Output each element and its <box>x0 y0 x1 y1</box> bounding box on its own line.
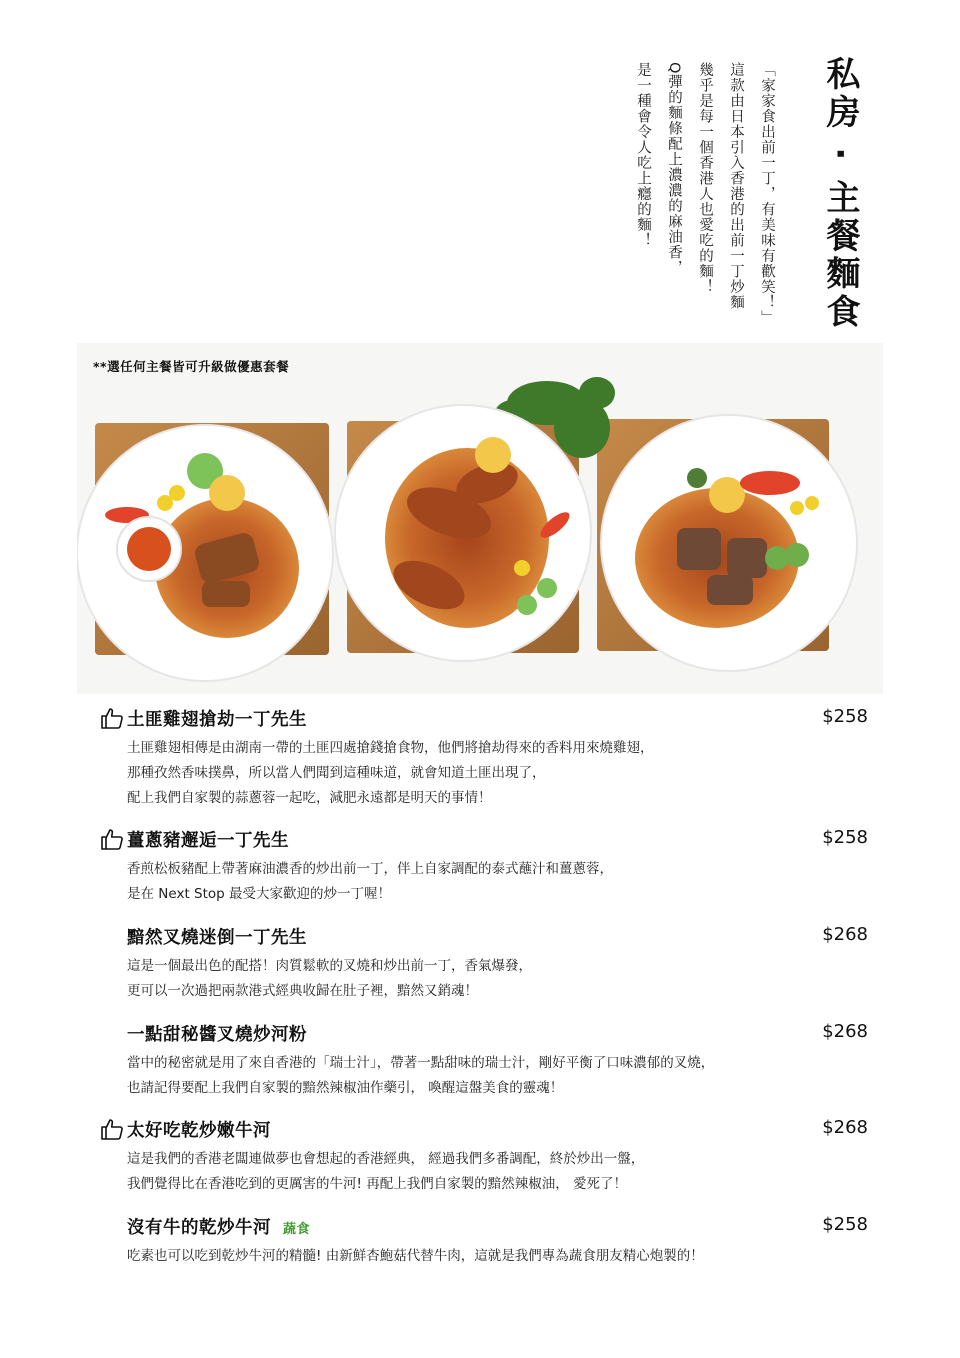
dish-description <box>127 857 870 907</box>
vegetarian-badge: 蔬食 <box>283 1222 311 1237</box>
noodle-dishes-photo <box>77 343 883 694</box>
description-line: 當中的秘密就是用了來自香港的「瑞士汁」，帶著一點甜味的瑞士汁，剛好平衡了口味濃郁的叉燒， <box>127 1055 715 1071</box>
dish-price: $258 <box>822 706 868 727</box>
description-line: 吃素也可以吃到乾炒牛河的精髓! 由新鮮杏鮑菇代替牛肉，這就是我們專為蔬食朋友精心炮製的！ <box>127 1248 704 1264</box>
dish-description <box>127 1244 870 1269</box>
dish-description <box>127 1147 870 1197</box>
description-line: 我們覺得比在香港吃到的更厲害的牛河! 再配上我們自家製的黯然辣椒油， 愛死了！ <box>127 1176 627 1192</box>
menu-item <box>100 922 870 1004</box>
dish-name: 土匪雞翅搶劫一丁先生 <box>127 710 307 730</box>
intro-line: 「家家食出前一丁，有美味有歡笑！」 <box>759 62 775 326</box>
description-line: 土匪雞翅相傳是由湖南一帶的土匪四處搶錢搶食物，他們將搶劫得來的香料用來燒雞翅， <box>127 740 654 756</box>
menu-item <box>100 1019 870 1101</box>
thumbs-up-icon <box>100 706 124 730</box>
menu-item <box>100 1212 870 1269</box>
description-line: 香煎松板豬配上帶著麻油濃香的炒出前一丁，伴上自家調配的泰式蘸汁和薑蔥蓉， <box>127 861 613 877</box>
dish-price: $258 <box>822 827 868 848</box>
description-line: 這是我們的香港老闆連做夢也會想起的香港經典， 經過我們多番調配，終於炒出一盤， <box>127 1151 645 1167</box>
upgrade-note: **選任何主餐皆可升級做優惠套餐 <box>93 359 290 374</box>
dish-description <box>127 954 870 1004</box>
menu-item <box>100 1115 870 1197</box>
dish-name <box>127 1214 310 1239</box>
dish-name: 薑蔥豬邂逅一丁先生 <box>127 831 289 851</box>
intro-line: 是一種會令人吃上癮的麵！ <box>635 62 651 248</box>
description-line: 這是一個最出色的配搭！肉質鬆軟的叉燒和炒出前一丁，香氣爆發， <box>127 958 532 974</box>
food-illustration <box>77 343 883 694</box>
description-line: 那種孜然香味撲鼻，所以當人們聞到這種味道，就會知道土匪出現了， <box>127 765 546 781</box>
dish-price: $268 <box>822 1117 868 1138</box>
menu-item <box>100 825 870 907</box>
intro-line: 幾乎是每一個香港人也愛吃的麵！ <box>697 62 713 295</box>
dish-name: 太好吃乾炒嫩牛河 <box>127 1121 271 1141</box>
dish-price: $268 <box>822 1021 868 1042</box>
page-title: 私房 ‧ 主餐麵食 <box>820 56 860 332</box>
dish-name-text: 沒有牛的乾炒牛河 <box>127 1218 271 1238</box>
intro-line: Q彈的麵條配上濃濃的麻油香， <box>666 62 682 276</box>
dish-price: $258 <box>822 1214 868 1235</box>
thumbs-up-icon <box>100 827 124 851</box>
menu-item <box>100 704 870 811</box>
dish-description <box>127 1051 870 1101</box>
dish-price: $268 <box>822 924 868 945</box>
dish-name: 黯然叉燒迷倒一丁先生 <box>127 928 307 948</box>
description-line: 配上我們自家製的蒜蔥蓉一起吃，減肥永遠都是明天的事情！ <box>127 790 492 806</box>
intro-line: 這款由日本引入香港的出前一丁炒麵 <box>728 62 744 310</box>
description-line: 也請記得要配上我們自家製的黯然辣椒油作藥引， 喚醒這盤美食的靈魂！ <box>127 1080 564 1096</box>
intro-text <box>627 62 782 332</box>
dish-description <box>127 736 870 811</box>
dish-name: 一點甜秘醬叉燒炒河粉 <box>127 1025 307 1045</box>
description-line: 是在 Next Stop 最受大家歡迎的炒一丁喔！ <box>127 886 392 902</box>
thumbs-up-icon <box>100 1117 124 1141</box>
description-line: 更可以一次過把兩款港式經典收歸在肚子裡，黯然又銷魂！ <box>127 983 478 999</box>
